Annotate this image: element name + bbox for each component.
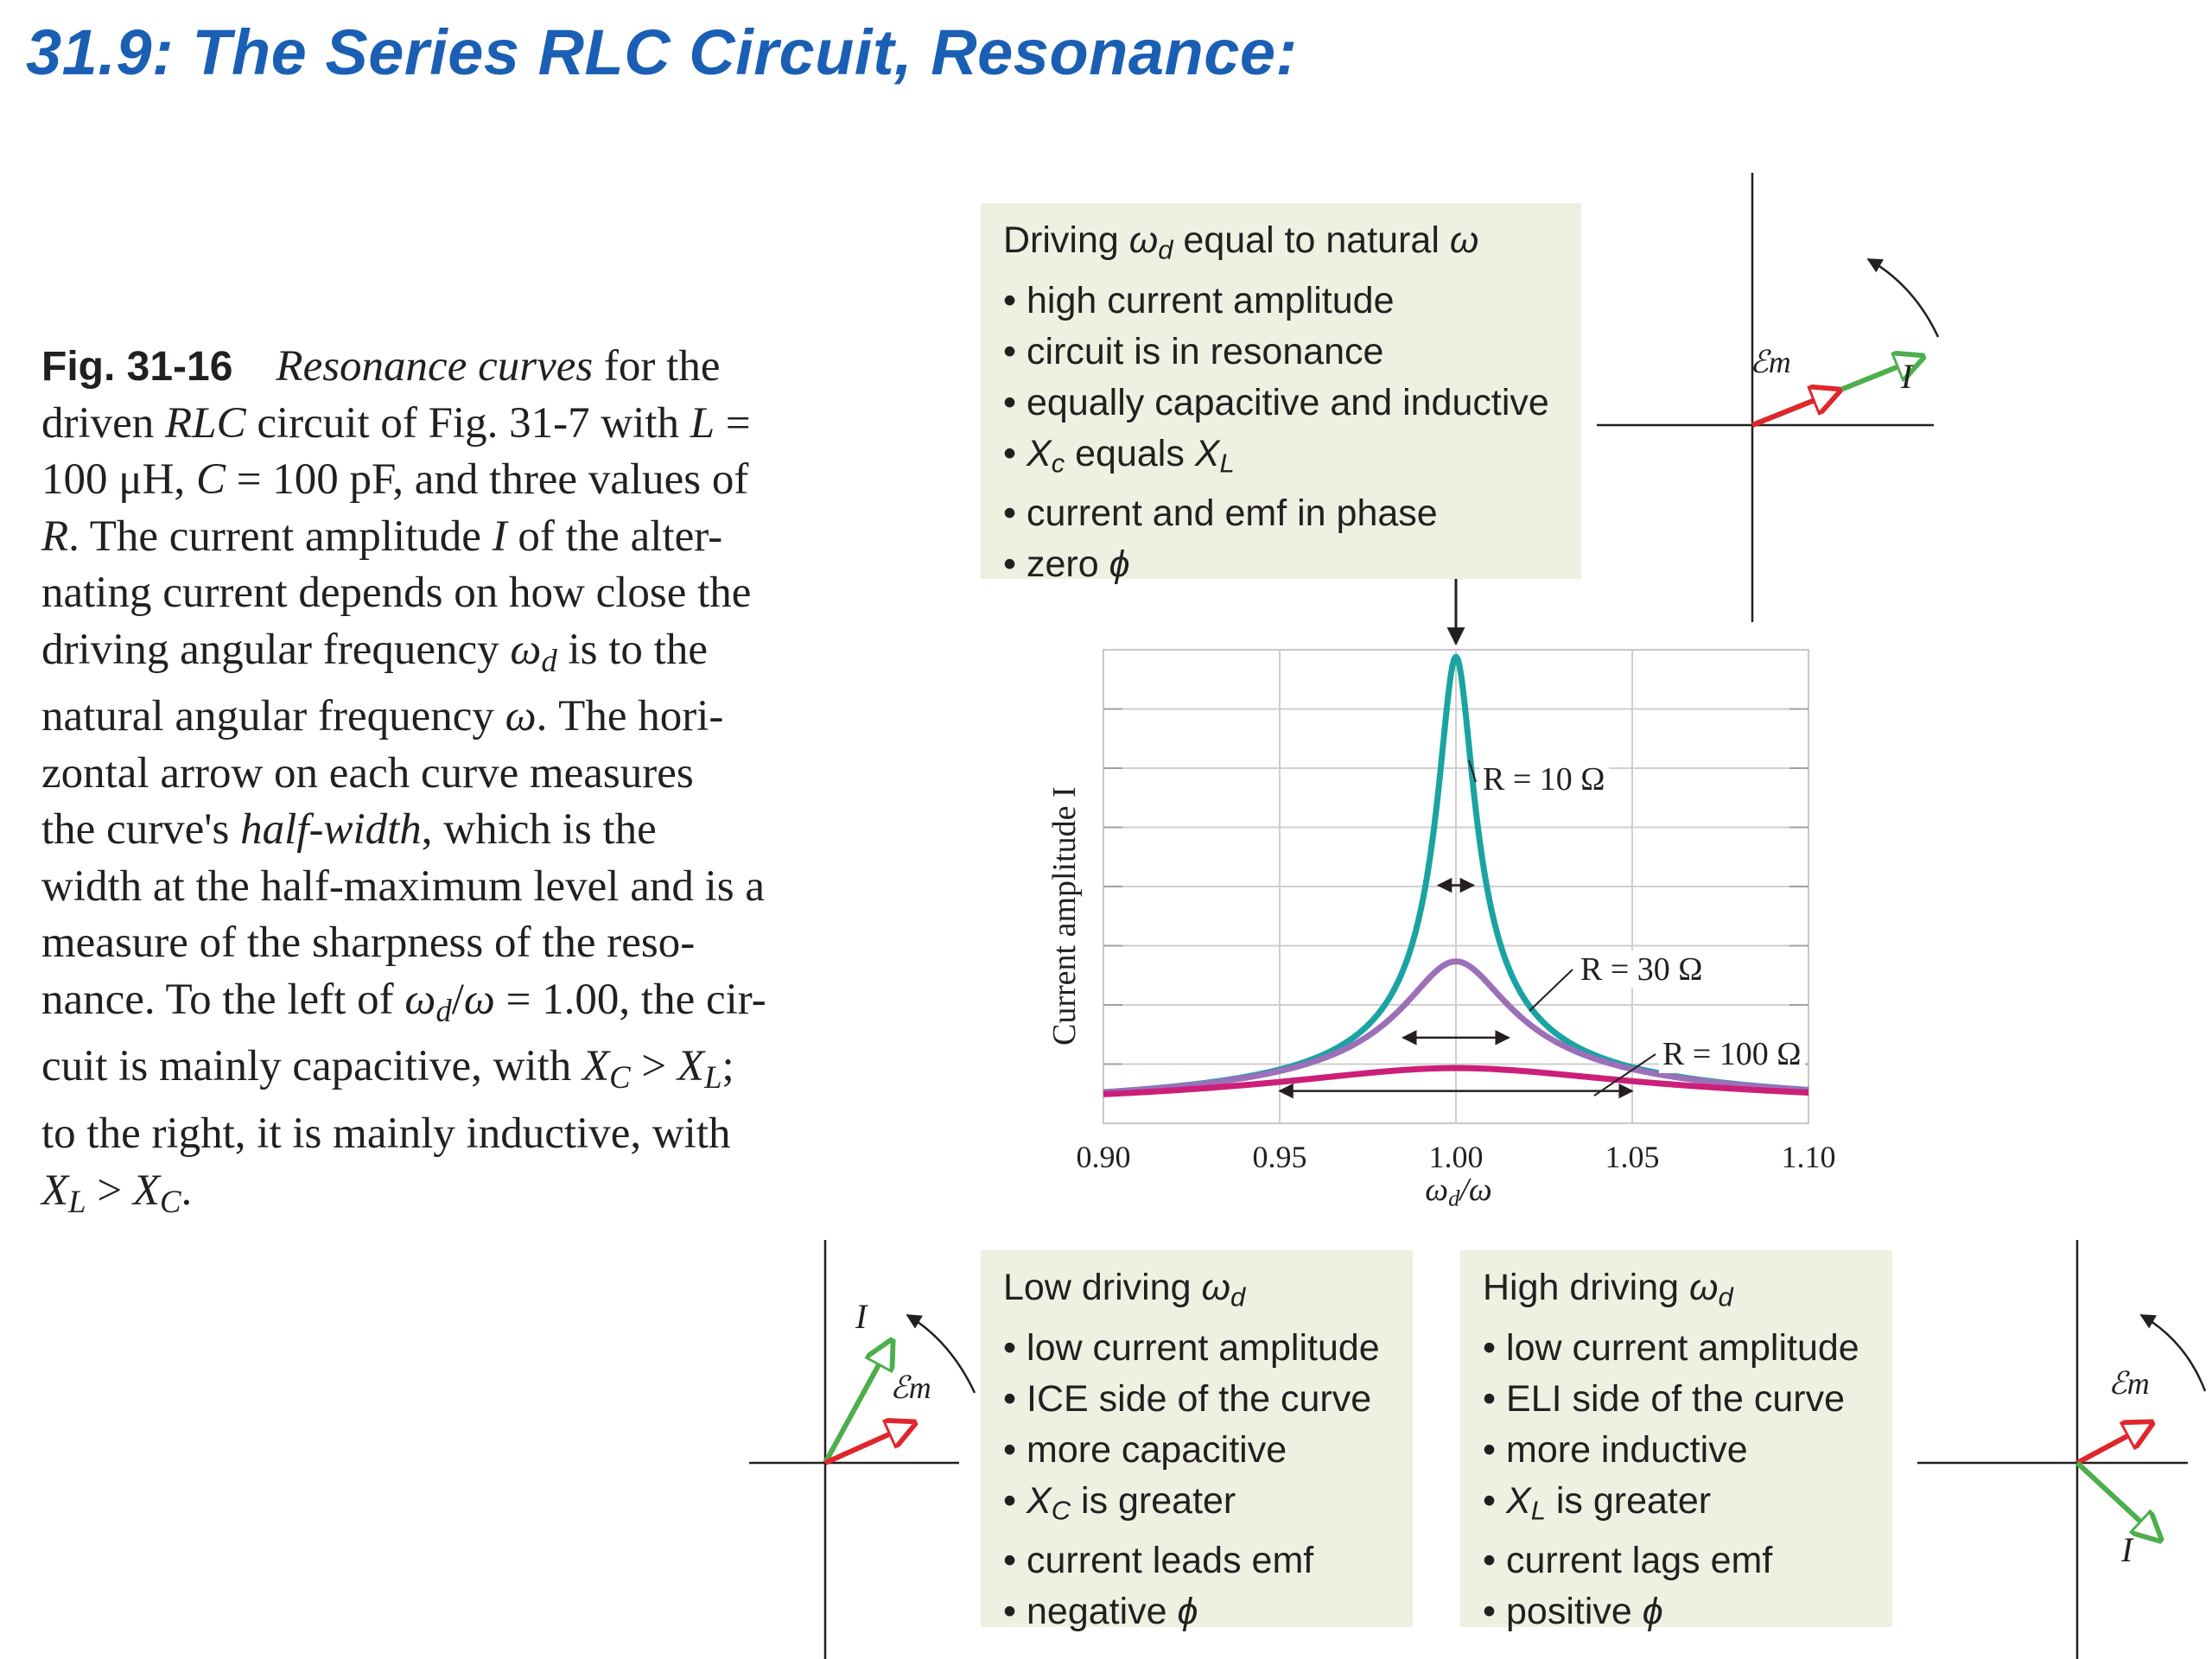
rotation-arrow bbox=[2141, 1315, 2205, 1391]
text-segment: low current amplitude bbox=[1506, 1326, 1859, 1369]
text-segment: cuit is mainly capacitive, with bbox=[41, 1042, 582, 1091]
phasor-left-emf-label: ℰm bbox=[890, 1370, 931, 1405]
text-segment: ω bbox=[463, 975, 495, 1024]
text-segment: equally capacitive and inductive bbox=[1027, 381, 1549, 423]
text-segment: is to the bbox=[556, 625, 708, 674]
text-segment: L bbox=[704, 1059, 722, 1096]
emf-phasor-vector bbox=[1752, 391, 1839, 425]
text-segment: Driving bbox=[1003, 219, 1129, 261]
series-label-r30: R = 30 Ω bbox=[1577, 950, 1707, 988]
phasor-diagram-high bbox=[1917, 1240, 2205, 1659]
text-segment: . The hori- bbox=[536, 692, 724, 741]
text-segment: ω bbox=[510, 625, 542, 674]
text-segment: R bbox=[41, 512, 69, 561]
text-segment: L bbox=[1219, 448, 1235, 479]
series-label-r10: R = 10 Ω bbox=[1479, 760, 1609, 798]
text-segment: ω bbox=[1128, 219, 1159, 261]
text-segment: Low driving bbox=[1003, 1267, 1202, 1308]
text-segment: to the right, it is mainly inductive, with bbox=[41, 1109, 731, 1159]
text-segment: ICE side of the curve bbox=[1027, 1377, 1372, 1420]
text-segment: X bbox=[582, 1042, 610, 1091]
text-segment: nance. To the left of bbox=[41, 975, 405, 1024]
x-axis-label-part: ω bbox=[1425, 1172, 1449, 1208]
text-segment: High driving bbox=[1483, 1267, 1689, 1308]
text-segment: c bbox=[1051, 448, 1065, 479]
text-segment: , which is the bbox=[421, 805, 657, 855]
text-segment: X bbox=[41, 1166, 69, 1215]
text-segment: zontal arrow on each curve measures bbox=[41, 748, 694, 798]
text-segment: > bbox=[630, 1042, 677, 1091]
text-segment: X bbox=[1027, 1479, 1052, 1522]
y-axis-label: Current amplitude I bbox=[1046, 786, 1083, 1046]
text-segment: C bbox=[160, 1183, 181, 1219]
text-segment: low current amplitude bbox=[1027, 1326, 1380, 1369]
figure-label: Fig. 31-16 bbox=[41, 344, 233, 390]
text-segment: C bbox=[609, 1059, 631, 1096]
text-segment: current and emf in phase bbox=[1027, 493, 1438, 535]
text-segment: is greater bbox=[1545, 1479, 1712, 1522]
text-segment: ϕ bbox=[1109, 543, 1130, 586]
text-segment: circuit is in resonance bbox=[1027, 330, 1384, 372]
text-segment: = 1.00, the cir- bbox=[494, 975, 766, 1024]
phasor-right-emf-label: ℰm bbox=[2108, 1366, 2150, 1401]
text-segment: equals bbox=[1065, 432, 1195, 474]
text-segment: ELI side of the curve bbox=[1506, 1377, 1846, 1420]
text-segment: half-width bbox=[240, 805, 422, 855]
text-segment: negative bbox=[1027, 1591, 1178, 1633]
phasor-top-emf-label: ℰm bbox=[1750, 345, 1791, 379]
text-segment: d bbox=[1230, 1281, 1246, 1313]
text-segment: more capacitive bbox=[1027, 1428, 1287, 1471]
text-segment: width at the half-maximum level and is a bbox=[41, 861, 766, 911]
text-segment: . The current amplitude bbox=[68, 512, 493, 561]
text-segment: ω bbox=[505, 692, 537, 741]
text-segment: ω bbox=[404, 975, 436, 1024]
text-segment: equal to natural bbox=[1173, 219, 1450, 261]
phasor-right-current-label: I bbox=[2121, 1530, 2133, 1569]
text-segment: L bbox=[68, 1183, 86, 1219]
text-segment: L bbox=[1530, 1495, 1546, 1526]
text-segment: driving angular frequency bbox=[41, 625, 511, 674]
text-segment: / bbox=[451, 975, 464, 1024]
text-segment: zero bbox=[1027, 543, 1109, 586]
text-segment: X bbox=[1027, 432, 1052, 474]
text-segment: Resonance curves bbox=[276, 342, 594, 391]
text-segment: of the alter- bbox=[506, 512, 723, 561]
page-title: 31.9: The Series RLC Circuit, Resonance: bbox=[26, 16, 1298, 88]
text-segment: X bbox=[1506, 1479, 1531, 1522]
text-segment: current leads emf bbox=[1027, 1540, 1314, 1582]
text-segment: more inductive bbox=[1506, 1428, 1748, 1471]
text-segment: driven bbox=[41, 398, 166, 448]
current-phasor-vector bbox=[825, 1341, 892, 1463]
text-segment: d bbox=[1718, 1281, 1733, 1313]
text-segment: d bbox=[1158, 234, 1173, 265]
text-segment: ω bbox=[1449, 219, 1479, 261]
text-segment: L bbox=[690, 398, 715, 448]
text-segment: positive bbox=[1506, 1591, 1643, 1633]
text-segment: d bbox=[541, 642, 557, 678]
text-segment: X bbox=[1194, 432, 1220, 474]
text-segment: ; bbox=[721, 1042, 734, 1091]
text-segment: = bbox=[715, 398, 751, 448]
text-segment: ϕ bbox=[1642, 1591, 1663, 1633]
text-segment: d bbox=[435, 992, 452, 1028]
text-segment: ω bbox=[1689, 1267, 1719, 1308]
x-tick-label: 0.90 bbox=[1076, 1140, 1131, 1174]
text-segment: . bbox=[181, 1166, 193, 1215]
text-segment: current lags emf bbox=[1506, 1540, 1773, 1582]
phasor-diagram-resonance bbox=[1597, 173, 1938, 622]
emf-phasor-vector bbox=[2077, 1423, 2152, 1463]
phasor-left-current-label: I bbox=[855, 1297, 868, 1336]
x-axis-label-part: d bbox=[1448, 1185, 1460, 1211]
text-segment: circuit of Fig. 31-7 with bbox=[245, 398, 690, 448]
text-segment: measure of the sharpness of the reso- bbox=[41, 918, 696, 968]
text-segment: high current amplitude bbox=[1027, 279, 1395, 321]
text-segment: ω bbox=[1201, 1267, 1230, 1308]
text-segment: > bbox=[86, 1166, 133, 1215]
text-segment: RLC bbox=[165, 398, 246, 448]
text-segment: is greater bbox=[1071, 1479, 1236, 1522]
text-segment: X bbox=[677, 1042, 705, 1091]
text-segment: nating current depends on how close the bbox=[41, 569, 752, 617]
x-axis-label-part: /ω bbox=[1459, 1172, 1492, 1208]
series-label-r100: R = 100 Ω bbox=[1659, 1035, 1805, 1073]
text-segment: C bbox=[1051, 1495, 1071, 1526]
text-segment: ϕ bbox=[1177, 1591, 1198, 1633]
text-segment: I bbox=[492, 512, 507, 561]
current-phasor-vector bbox=[2077, 1463, 2160, 1540]
x-tick-label: 1.10 bbox=[1781, 1140, 1836, 1174]
phasor-top-current-label: I bbox=[1901, 357, 1913, 396]
x-tick-label: 1.00 bbox=[1428, 1140, 1484, 1174]
rotation-arrow bbox=[1868, 259, 1938, 337]
text-segment: = 100 pF, and three values of bbox=[225, 455, 749, 504]
text-segment: natural angular frequency bbox=[41, 692, 505, 741]
text-segment: 100 μH, bbox=[41, 455, 196, 504]
text-segment: the curve's bbox=[41, 805, 241, 855]
text-segment: C bbox=[195, 455, 226, 504]
text-segment: for the bbox=[593, 342, 721, 391]
x-tick-label: 1.05 bbox=[1605, 1140, 1660, 1174]
text-segment: X bbox=[132, 1166, 160, 1215]
x-tick-label: 0.95 bbox=[1252, 1140, 1307, 1174]
